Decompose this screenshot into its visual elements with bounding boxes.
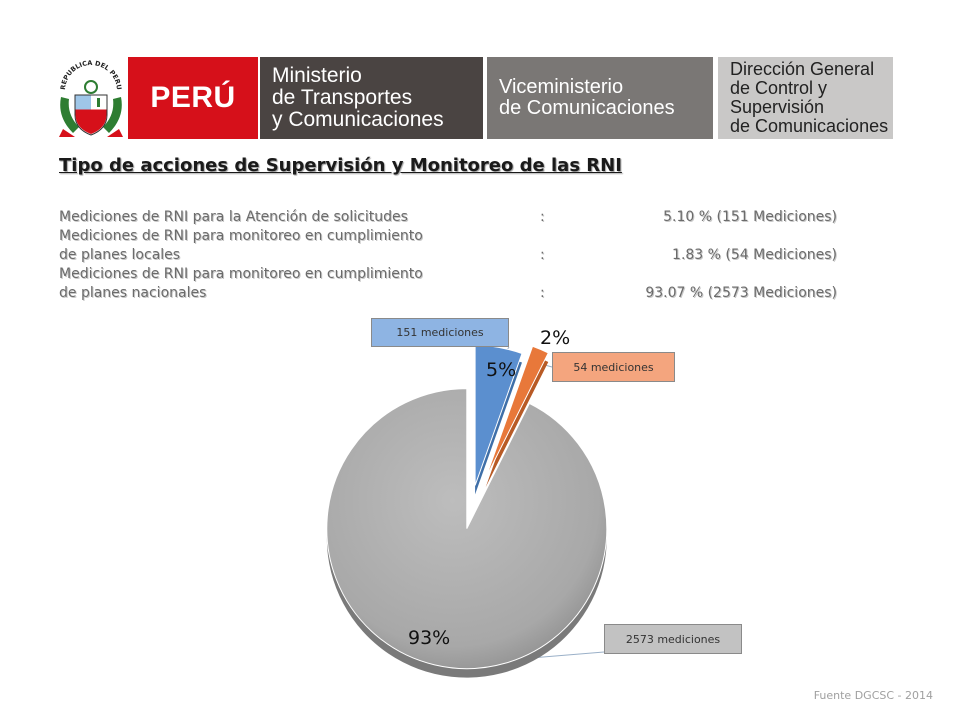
summary-value: 5.10 % (151 Mediciones): [663, 209, 837, 225]
summary-colon: :: [540, 285, 545, 301]
directorate-name: Dirección General de Control y Supervisión de Comunicaciones: [730, 59, 889, 136]
crest-caption: REPUBLICA DEL PERU: [58, 58, 124, 91]
summary-value: 93.07 % (2573 Mediciones): [645, 285, 837, 301]
summary-colon: :: [540, 247, 545, 263]
page-title: Tipo de acciones de Supervisión y Monitoreo de las RNI: [59, 155, 622, 176]
pct-label-planes-locales: 2%: [540, 327, 571, 349]
summary-value: 1.83 % (54 Mediciones): [672, 247, 837, 263]
summary-colon: :: [540, 209, 545, 225]
ministry-name: Ministerio de Transportes y Comunicaciones: [272, 64, 444, 131]
summary-label: Mediciones de RNI para la Atención de solicitudes: [59, 209, 408, 225]
pie-slices: [327, 345, 607, 677]
peru-logo: PERÚ: [128, 57, 258, 139]
callout-planes-locales: 54 mediciones: [552, 352, 675, 382]
callout-planes-nacionales: 2573 mediciones: [604, 624, 742, 654]
summary-label: Mediciones de RNI para monitoreo en cumplimiento: [59, 266, 423, 282]
summary-label: de planes nacionales: [59, 285, 207, 301]
summary-label: de planes locales: [59, 247, 181, 263]
pct-label-solicitudes: 5%: [486, 359, 517, 381]
summary-label: Mediciones de RNI para monitoreo en cumplimiento: [59, 228, 423, 244]
viceministry-name: Viceministerio de Comunicaciones: [499, 76, 675, 119]
pie-slice-planes-nacionales: [327, 389, 607, 669]
pct-label-planes-nacionales: 93%: [408, 627, 451, 649]
source-note: Fuente DGCSC - 2014: [813, 689, 933, 702]
callout-solicitudes: 151 mediciones: [371, 318, 509, 347]
